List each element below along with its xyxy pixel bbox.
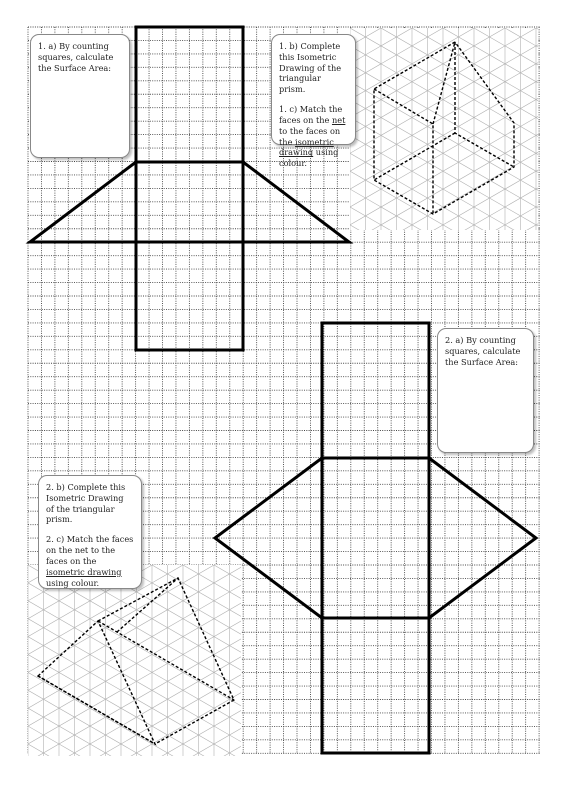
question-1a-text: 1. a) By counting squares, calculate the Surface Area: — [38, 41, 114, 73]
question-1bc-box — [271, 34, 356, 169]
question-2a-box — [437, 328, 534, 453]
question-2a-text: 2. a) By counting squares, calculate the Surface Area: — [445, 335, 521, 367]
question-2bc-box — [38, 475, 142, 589]
question-1b-text: 1. b) Complete this Isometric Drawing of the triangular prism. — [279, 41, 342, 95]
question-1a-box — [30, 34, 130, 158]
question-1c-text: 1. c) Match the faces on the net to the faces on the isometric drawing using colour. — [279, 104, 346, 169]
question-2c-text: 2. c) Match the faces on the net to the faces on the isometric drawing using colour. — [46, 534, 134, 588]
question-2b-text: 2. b) Complete this Isometric Drawing of the triangular prism. — [46, 482, 126, 525]
